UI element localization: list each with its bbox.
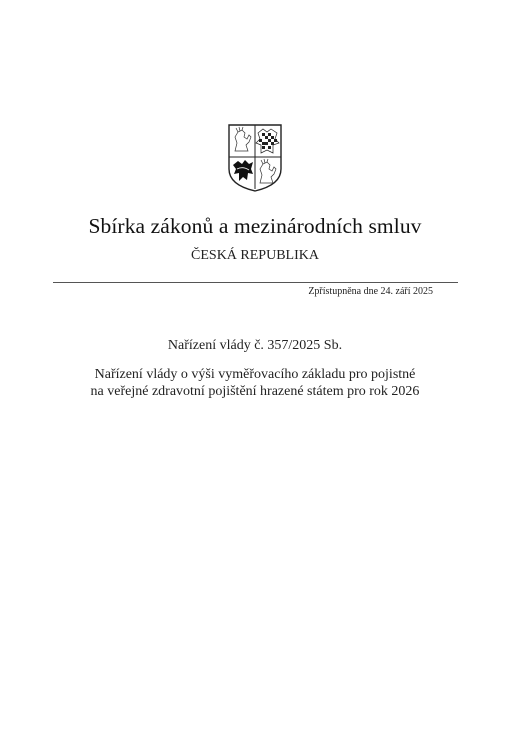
czech-coat-of-arms-icon [227,123,283,193]
header-divider [53,282,458,283]
publication-date: Zpřístupněna dne 24. září 2025 [308,286,433,297]
document-number: Nařízení vlády č. 357/2025 Sb. [167,338,343,353]
document-title [0,366,510,400]
document-title-line-1: Nařízení vlády o výši vyměřovacího základu pro pojistné [94,367,416,382]
collection-title: Sbírka zákonů a mezinárodních smluv [88,214,422,238]
country-name: ČESKÁ REPUBLIKA [191,248,319,263]
document-title-line-2: na veřejné zdravotní pojištění hrazené státem pro rok 2026 [90,384,420,399]
